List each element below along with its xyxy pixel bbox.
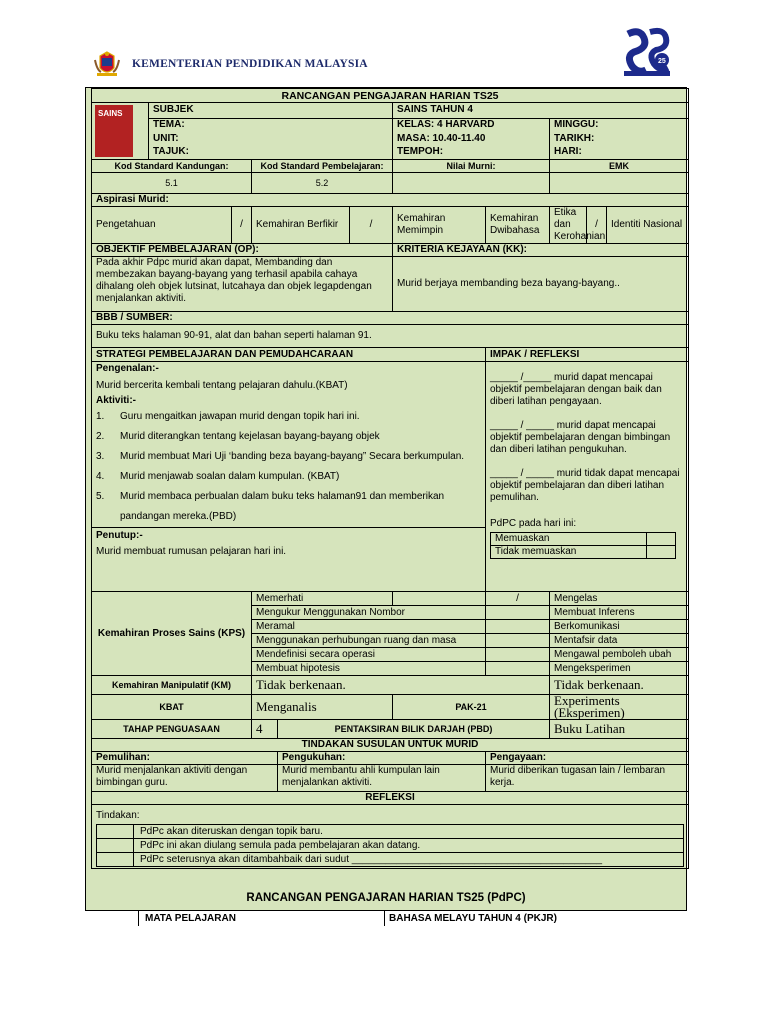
kps-mark-5 [486,662,550,676]
objektif-label: OBJEKTIF PEMBELAJARAN (OP): [92,244,393,257]
ministry-header [92,50,368,78]
education-service-logo-icon [622,26,672,78]
pengayaan-text: Murid diberikan tugasan lain / lembaran kerja. [486,765,689,792]
aktiviti-list [96,407,481,527]
ksk-label: Kod Standard Kandungan: [92,160,252,173]
pdpc-label: PdPC pada hari ini: [490,518,577,529]
km-value-2: Tidak berkenaan. [550,676,689,695]
kps-left-1: Mengukur Menggunakan Nombor [252,606,486,620]
pengukuhan-label: Pengukuhan: [278,752,486,765]
kps-left-2: Meramal [252,620,486,634]
refleksi-check-box[interactable] [97,839,134,853]
pengayaan-label: Pengayaan: [486,752,689,765]
penutup-text: Murid membuat rumusan pelajaran hari ini. [96,546,287,557]
kps-mark-1 [486,606,550,620]
kps-mark-2 [486,620,550,634]
kps-right-5: Mengeksperimen [550,662,689,676]
aspirasi-identiti: Identiti Nasional [607,207,689,244]
kps-right-1: Membuat Inferens [550,606,689,620]
refleksi-check-box[interactable] [97,853,134,867]
bbb-label: BBB / SUMBER: [92,312,689,325]
aspirasi-berfikir: Kemahiran Berfikir [252,207,350,244]
list-item: 3. Murid membuat Mari Uji ‘banding beza bayang-bayang” Secara berkumpulan. [96,451,465,462]
impak-item: _____ /_____ murid dapat mencapai objektif pembelajaran dengan baik dan diberi latihan pengayaan. [490,372,662,407]
impak-item: _____ / _____ murid dapat mencapai objektif pembelajaran dengan bimbingan dan diberi latihan pengukuhan. [490,420,671,455]
nilai-murni-value [393,173,550,194]
kps-left-0-cont [393,592,486,606]
kps-left-3: Menggunakan perhubungan ruang dan masa [252,634,486,648]
list-item: 2. Murid diterangkan tentang kejelasan bayang-bayang objek [96,431,380,442]
pdpc-tidak-memuaskan: Tidak memuaskan [491,546,647,559]
textbook-cover-image: SAINS [95,105,133,157]
aspirasi-label: Aspirasi Murid: [92,194,689,207]
refleksi-content [92,805,689,869]
kps-right-3: Mentafsir data [550,634,689,648]
tindakan-label: Tindakan: [96,810,140,821]
list-item: 4. Murid menjawab soalan dalam kumpulan. (KBAT) [96,471,340,482]
tarikh-label: TARIKH: [550,132,689,146]
pbd-label: PENTAKSIRAN BILIK DARJAH (PBD) [278,720,550,739]
impak-item: _____ / _____ murid tidak dapat mencapai objektif pembelajaran dan diberi latihan pemulihan. [490,468,680,503]
mata-pelajaran-label: MATA PELAJARAN [139,911,385,926]
kriteria-label: KRITERIA KEJAYAAN (KK): [393,244,689,257]
pdpc-options [490,532,676,559]
pengukuhan-text: Murid membantu ahli kumpulan lain menjalankan aktiviti. [278,765,486,792]
masa-label: MASA: 10.40-11.40 [393,132,550,146]
aspirasi-mark-3: / [587,207,607,244]
pengenalan-label: Pengenalan:- [96,363,159,374]
textbook-cover [92,103,149,160]
ksk-value: 5.1 [92,173,252,194]
emk-value [550,173,689,194]
plan-title: RANCANGAN PENGAJARAN HARIAN TS25 [92,89,689,103]
emk-label: EMK [550,160,689,173]
second-plan-blank-cell [85,911,139,926]
pbd-value: Buku Latihan [550,720,689,739]
strategi-content [92,362,486,592]
minggu-label: MINGGU: [550,118,689,132]
hari-label: HARI: [550,146,689,160]
kbat-label: KBAT [92,695,252,720]
bbb-text: Buku teks halaman 90-91, alat dan bahan seperti halaman 91. [92,325,689,348]
aspirasi-memimpin: Kemahiran Memimpin [393,207,486,244]
refleksi-label: REFLEKSI [92,792,689,805]
svg-text:25: 25 [658,58,666,65]
kps-left-0: Memerhati [252,592,393,606]
aktiviti-label: Aktiviti:- [96,395,136,406]
kps-mark-3 [486,634,550,648]
tahap-label: TAHAP PENGUASAAN [92,720,252,739]
aspirasi-mark-2: / [350,207,393,244]
kps-left-5: Membuat hipotesis [252,662,486,676]
kps-right-4: Mengawal pemboleh ubah [550,648,689,662]
impak-label: IMPAK / REFLEKSI [486,348,689,362]
pdpc-check-box[interactable] [647,546,676,559]
kriteria-text: Murid berjaya membanding beza bayang-bayang.. [393,257,689,312]
refleksi-option: PdPc ini akan diulang semula pada pembelajaran akan datang. [134,839,684,853]
pdpc-check-box[interactable] [647,533,676,546]
nilai-murni-label: Nilai Murni: [393,160,550,173]
ksp-label: Kod Standard Pembelajaran: [252,160,393,173]
list-item: 1. Guru mengaitkan jawapan murid dengan topik hari ini. [96,411,360,422]
unit-label: UNIT: [149,132,393,146]
subjek-label: SUBJEK [149,103,393,119]
pak-label: PAK-21 [393,695,550,720]
ksp-value: 5.2 [252,173,393,194]
subjek-value: SAINS TAHUN 4 [393,103,689,119]
tema-label: TEMA: [149,118,393,132]
aspirasi-dwibahasa: Kemahiran Dwibahasa [486,207,550,244]
km-label: Kemahiran Manipulatif (KM) [92,676,252,695]
pak-value: Experiments (Eksperimen) [550,695,689,720]
second-plan-row [85,910,687,926]
km-value-1: Tidak berkenaan. [252,676,550,695]
second-plan-title: RANCANGAN PENGAJARAN HARIAN TS25 (PdPC) [246,892,526,904]
tempoh-label: TEMPOH: [393,146,550,160]
refleksi-options [96,824,684,867]
pengenalan-text: Murid bercerita kembali tentang pelajaran dahulu.(KBAT) [96,380,348,391]
mata-pelajaran-value: BAHASA MELAYU TAHUN 4 (PKJR) [389,913,557,924]
tindakan-susulan-label: TINDAKAN SUSULAN UNTUK MURID [92,739,689,752]
pdpc-memuaskan: Memuaskan [491,533,647,546]
refleksi-option: PdPc akan diteruskan dengan topik baru. [134,825,684,839]
kps-left-4: Mendefinisi secara operasi [252,648,486,662]
lesson-plan-table [91,88,687,865]
refleksi-check-box[interactable] [97,825,134,839]
tahap-value: 4 [252,720,278,739]
kbat-value: Menganalis [252,695,393,720]
pemulihan-text: Murid menjalankan aktiviti dengan bimbingan guru. [92,765,278,792]
malaysia-crest-icon [92,50,122,78]
kps-label: Kemahiran Proses Sains (KPS) [92,592,252,676]
kps-right-2: Berkomunikasi [550,620,689,634]
kps-mark-4 [486,648,550,662]
impak-content [486,362,689,592]
kps-right-0: Mengelas [550,592,689,606]
pemulihan-label: Pemulihan: [92,752,278,765]
list-item: 5. Murid membaca perbualan dalam buku teks halaman91 dan memberikan pandangan mereka.(PBD) [96,491,445,522]
strategi-label: STRATEGI PEMBELAJARAN DAN PEMUDAHCARAAN [92,348,486,362]
kelas-label: KELAS: 4 HARVARD [393,118,550,132]
aspirasi-mark-1: / [232,207,252,244]
penutup-label: Penutup:- [96,530,143,541]
tajuk-label: TAJUK: [149,146,393,160]
objektif-text: Pada akhir Pdpc murid akan dapat, Membanding dan membezakan bayang-bayang yang terhasil apabila cahaya dihalang oleh objek lutsinat, lutcahaya dan objek legapdengan menjalankan aktiviti. [92,257,393,312]
ministry-title: KEMENTERIAN PENDIDIKAN MALAYSIA [132,58,368,70]
refleksi-option: PdPc seterusnya akan ditambahbaik dari sudut _____________________________________________ [134,853,684,867]
aspirasi-etika: Etika dan Kerohanian [550,207,587,244]
kps-mark-0: / [486,592,550,606]
aspirasi-pengetahuan: Pengetahuan [92,207,232,244]
